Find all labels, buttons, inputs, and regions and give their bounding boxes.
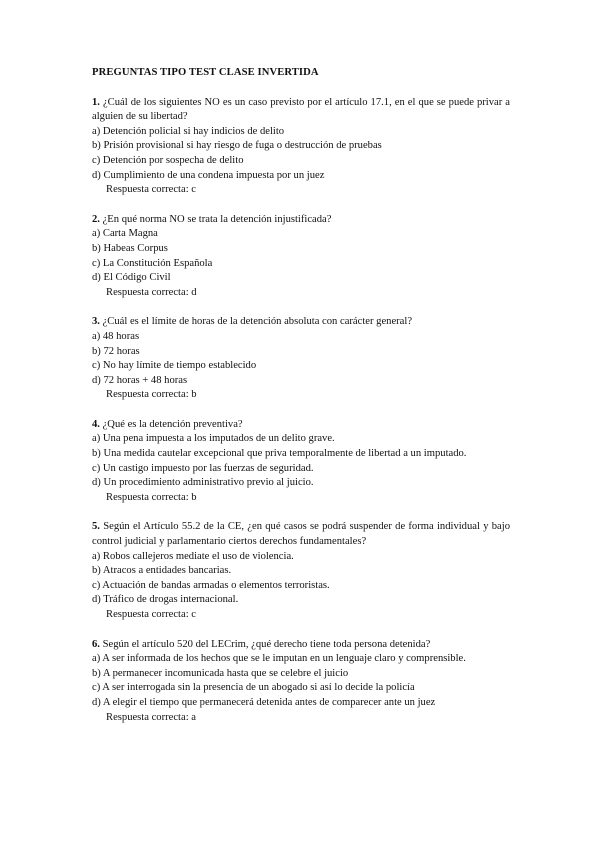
question-statement: ¿Qué es la detención preventiva? — [99, 418, 243, 430]
document-page — [92, 66, 510, 740]
question-statement: ¿Cuál de los siguientes NO es un caso previsto por el artículo 17.1, en el que se puede privar a alguien de su libertad? — [92, 96, 510, 123]
question-statement: ¿En qué norma NO se trata la detención injustificada? — [99, 213, 332, 225]
correct-answer: Respuesta correcta: c — [106, 609, 197, 620]
option-d: d) Un procedimiento administrativo previo al juicio. — [92, 477, 314, 489]
options-list — [92, 550, 510, 608]
options-list — [92, 652, 510, 710]
option-a: a) 48 horas — [92, 330, 140, 342]
question-text — [92, 213, 510, 228]
correct-answer: Respuesta correcta: c — [106, 184, 197, 196]
document-title: PREGUNTAS TIPO TEST CLASE INVERTIDA — [92, 67, 319, 78]
option-c: c) No hay límite de tiempo establecido — [92, 360, 257, 372]
correct-answer: Respuesta correcta: b — [106, 389, 197, 401]
question-5 — [92, 520, 510, 622]
question-text — [92, 418, 510, 433]
question-number: 5. — [92, 521, 100, 533]
question-number: 6. — [92, 638, 100, 650]
option-c: c) Detención por sospecha de delito — [92, 154, 244, 166]
correct-answer: Respuesta correcta: a — [106, 711, 197, 723]
option-d: d) Cumplimiento de una condena impuesta por un juez — [92, 169, 325, 181]
question-6 — [92, 638, 510, 726]
question-text — [92, 315, 510, 330]
option-b: b) Prisión provisional si hay riesgo de fuga o destrucción de pruebas — [92, 140, 382, 152]
question-2 — [92, 213, 510, 301]
question-number: 3. — [92, 316, 100, 328]
option-a: a) A ser informada de los hechos que se le imputan en un lenguaje claro y comprensible. — [92, 653, 466, 665]
option-b: b) Atracos a entidades bancarias. — [92, 565, 232, 577]
option-d: d) A elegir el tiempo que permanecerá detenida antes de comparecer ante un juez — [92, 696, 436, 708]
question-text — [92, 96, 510, 125]
option-d: d) 72 horas + 48 horas — [92, 374, 188, 386]
option-a: a) Detención policial si hay indicios de delito — [92, 125, 285, 137]
question-number: 1. — [92, 96, 100, 108]
option-c: c) La Constitución Española — [92, 257, 213, 269]
question-text — [92, 638, 510, 653]
option-a: a) Carta Magna — [92, 228, 158, 240]
question-statement: ¿Cuál es el límite de horas de la detención absoluta con carácter general? — [99, 316, 413, 328]
option-a: a) Una pena impuesta a los imputados de un delito grave. — [92, 433, 335, 445]
option-a: a) Robos callejeros mediate el uso de violencia. — [92, 550, 294, 562]
question-number: 4. — [92, 418, 100, 430]
correct-answer: Respuesta correcta: d — [106, 286, 197, 298]
question-statement: Según el artículo 520 del LECrim, ¿qué derecho tiene toda persona detenida? — [99, 638, 431, 650]
correct-answer: Respuesta correcta: b — [106, 491, 197, 503]
question-4 — [92, 418, 510, 506]
options-list — [92, 330, 510, 388]
options-list — [92, 227, 510, 285]
question-3 — [92, 315, 510, 403]
option-b: b) Habeas Corpus — [92, 242, 168, 254]
question-1 — [92, 96, 510, 198]
option-b: b) A permanecer incomunicada hasta que se celebre el juicio — [92, 667, 349, 679]
options-list — [92, 125, 510, 183]
options-list — [92, 432, 510, 490]
question-text — [92, 520, 510, 549]
option-c: c) Actuación de bandas armadas o elementos terroristas. — [92, 579, 330, 591]
question-number: 2. — [92, 213, 100, 225]
option-c: c) Un castigo impuesto por las fuerzas de seguridad. — [92, 462, 314, 474]
option-d: d) Tráfico de drogas internacional. — [92, 594, 239, 606]
option-c: c) A ser interrogada sin la presencia de un abogado si así lo decide la policía — [92, 682, 415, 694]
question-statement: Según el Artículo 55.2 de la CE, ¿en qué casos se podrá suspender de forma individual y bajo control judicial y parlamentario ciertos derechos fundamentales? — [92, 521, 510, 548]
option-d: d) El Código Civil — [92, 272, 171, 284]
option-b: b) 72 horas — [92, 345, 140, 357]
option-b: b) Una medida cautelar excepcional que priva temporalmente de libertad a un imputado. — [92, 448, 467, 460]
